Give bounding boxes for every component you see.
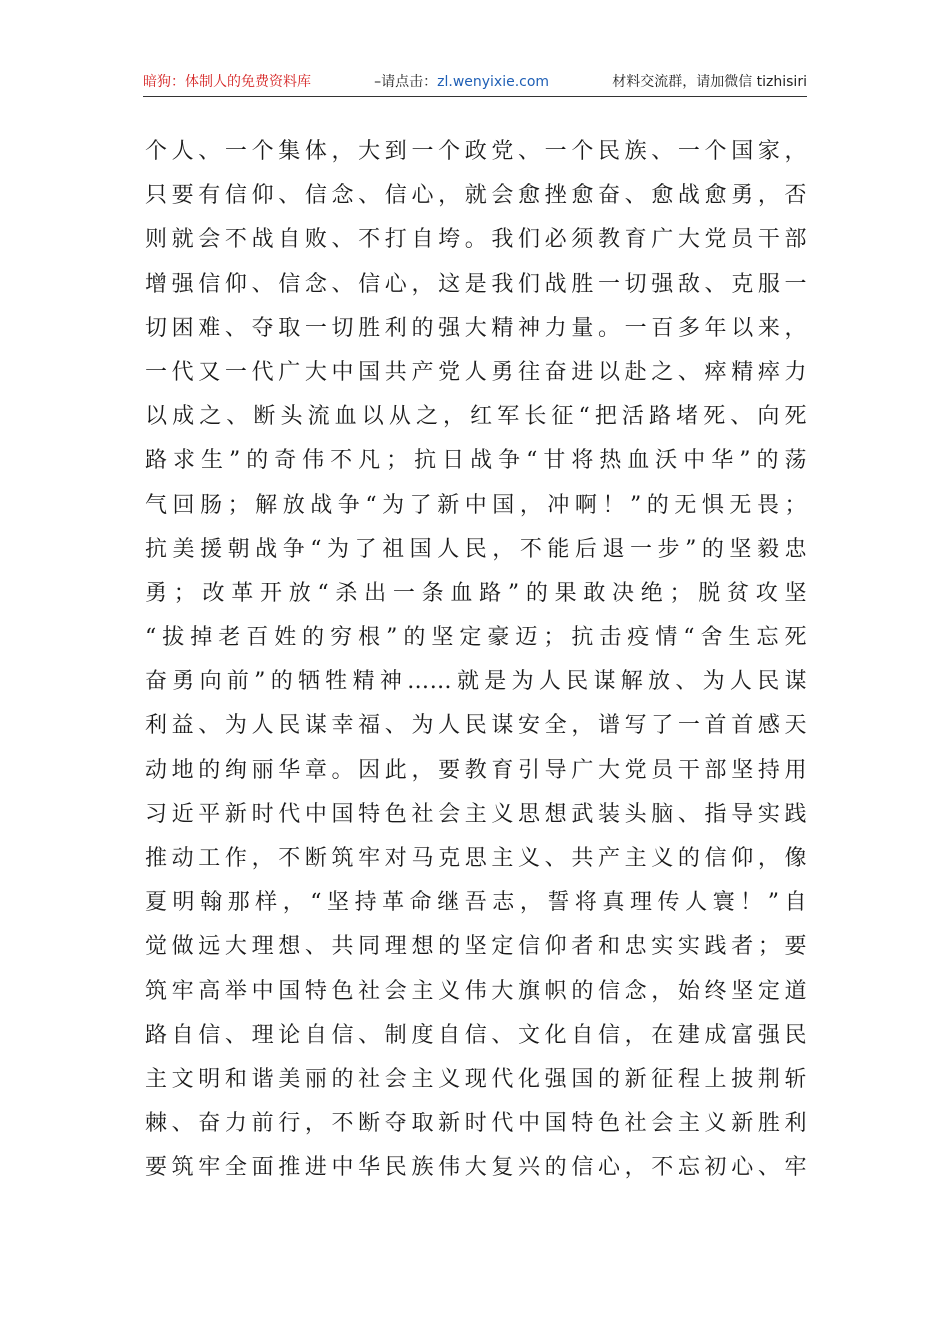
text-line: 一代又一代广大中国共产党人勇往奋进以赴之、瘁精瘁力 (145, 359, 807, 385)
text-line: 筑牢高举中国特色社会主义伟大旗帜的信念，始终坚定道 (145, 978, 807, 1004)
text-line: 路自信、理论自信、制度自信、文化自信，在建成富强民 (145, 1022, 807, 1048)
text-line: 则就会不战自败、不打自垮。我们必须教育广大党员干部 (145, 227, 807, 253)
text-line: 利益、为人民谋幸福、为人民谋安全，谱写了一首首感天 (145, 713, 807, 739)
header-wechat-note: 材料交流群，请加微信 tizhisiri (612, 74, 807, 90)
text-line: 动地的绚丽华章。因此，要教育引导广大党员干部坚持用 (145, 757, 807, 783)
text-line: 只要有信仰、信念、信心，就会愈挫愈奋、愈战愈勇，否 (145, 183, 807, 209)
text-line: 个人、一个集体，大到一个政党、一个民族、一个国家， (145, 139, 807, 164)
header-url-link[interactable]: zl.wenyixie.com (437, 74, 550, 90)
text-line: 推动工作，不断筑牢对马克思主义、共产主义的信仰，像 (145, 846, 807, 871)
text-line: 夏明翰那样，“坚持革命继吾志，誓将真理传人寰！”自 (145, 890, 807, 916)
text-line: 增强信仰、信念、信心，这是我们战胜一切强敌、克服一 (145, 271, 807, 297)
text-line: 切困难、夺取一切胜利的强大精神力量。一百多年以来， (145, 315, 807, 341)
header-promo-group (374, 71, 549, 91)
text-line: 以成之、断头流血以从之，红军长征“把活路堵死、向死 (145, 404, 807, 430)
text-line: 路求生”的奇伟不凡；抗日战争“甘将热血沃中华”的荡 (145, 448, 807, 474)
text-line: “拔掉老百姓的穷根”的坚定豪迈；抗击疫情“舍生忘死 (145, 625, 807, 651)
header-divider (143, 96, 807, 97)
text-line: 抗美援朝战争“为了祖国人民，不能后退一步”的坚毅忠 (145, 536, 807, 562)
header-brand-link[interactable]: 暗狗：体制人的免费资料库 (143, 74, 311, 90)
text-line: 奋勇向前”的牺牲精神……就是为人民谋解放、为人民谋 (145, 669, 807, 695)
text-line: 觉做远大理想、共同理想的坚定信仰者和忠实实践者；要 (145, 934, 807, 960)
text-line: 勇；改革开放“杀出一条血路”的果敢决绝；脱贫攻坚 (145, 580, 807, 606)
page-header (143, 68, 807, 94)
text-line: 要筑牢全面推进中华民族伟大复兴的信心，不忘初心、牢 (145, 1155, 807, 1181)
text-line: 棘、奋力前行，不断夺取新时代中国特色社会主义新胜利 (145, 1111, 807, 1137)
document-body (145, 130, 807, 1191)
text-line: 习近平新时代中国特色社会主义思想武装头脑、指导实践 (145, 801, 807, 827)
header-promo-label: –请点击： (374, 74, 438, 90)
text-line: 气回肠；解放战争“为了新中国，冲啊！”的无惧无畏； (145, 492, 807, 518)
text-line: 主文明和谐美丽的社会主义现代化强国的新征程上披荆斩 (145, 1066, 807, 1092)
